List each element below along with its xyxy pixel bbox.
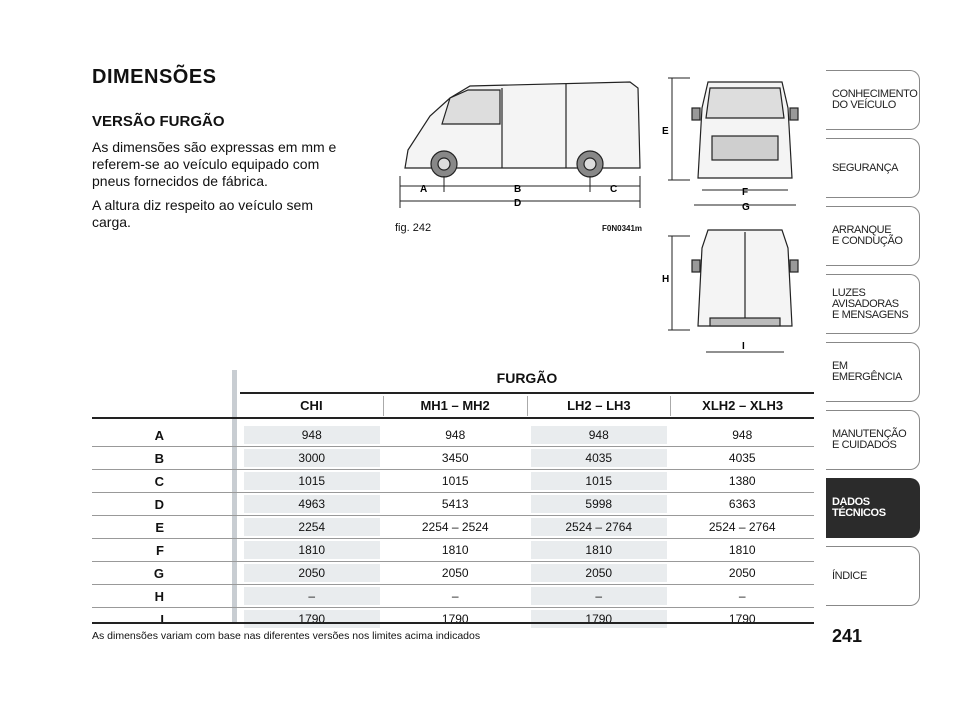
intro-paragraph: As dimensões são expressas em mm e referem-se ao veículo equipado com pneus fornecidos de fábrica. [92, 139, 337, 189]
table-cell: 5998 [531, 495, 667, 513]
dim-label-h: H [662, 274, 670, 285]
height-note-paragraph: A altura diz respeito ao veículo sem carga. [92, 197, 314, 230]
sidebar-tab[interactable]: ÍNDICE [826, 546, 920, 606]
table-cell: 2050 [675, 564, 811, 582]
row-label: E [155, 519, 164, 535]
table-cell: 5413 [388, 495, 524, 513]
table-cell: 2254 – 2524 [388, 518, 524, 536]
dim-label-f: F [742, 187, 749, 198]
table-cell: 1810 [244, 541, 380, 559]
table-cell: 1015 [531, 472, 667, 490]
chapter-sidebar [826, 70, 920, 614]
table-body [92, 424, 814, 630]
table-cell: 1810 [675, 541, 811, 559]
figure-code: F0N0341m [602, 224, 643, 233]
table-cell: 948 [675, 426, 811, 444]
table-cell: 948 [244, 426, 380, 444]
table-cell: 3000 [244, 449, 380, 467]
section-subtitle: VERSÃO FURGÃO [92, 113, 225, 130]
table-cell: 3450 [388, 449, 524, 467]
table-row [92, 470, 814, 493]
table-cell: 2050 [388, 564, 524, 582]
table-cell: 1790 [531, 610, 667, 628]
van-rear-view [692, 230, 798, 326]
col-header-xlh: XLH2 – XLH3 [670, 396, 814, 416]
dim-label-e: E [662, 126, 669, 137]
table-header-rule [92, 417, 814, 419]
page-title: DIMENSÕES [92, 66, 217, 88]
row-label: D [154, 496, 164, 512]
table-cell: 1790 [244, 610, 380, 628]
table-row [92, 447, 814, 470]
table-cell: 1810 [388, 541, 524, 559]
table-cell: 2050 [531, 564, 667, 582]
row-label: A [154, 427, 164, 443]
dim-label-c: C [610, 184, 618, 195]
table-cell: – [531, 587, 667, 605]
table-cell: 4035 [675, 449, 811, 467]
dim-label-a: A [420, 184, 428, 195]
sidebar-tab[interactable]: ARRANQUE E CONDUÇÃO [826, 206, 920, 266]
table-cell: – [388, 587, 524, 605]
table-row [92, 539, 814, 562]
table-cell: – [244, 587, 380, 605]
table-cell: 2254 [244, 518, 380, 536]
dim-label-d: D [514, 198, 522, 209]
col-header-lh: LH2 – LH3 [527, 396, 671, 416]
van-front-view [692, 82, 798, 178]
sidebar-tab[interactable]: LUZES AVISADORAS E MENSAGENS [826, 274, 920, 334]
table-cell: 4035 [531, 449, 667, 467]
table-cell: 2524 – 2764 [531, 518, 667, 536]
row-label: H [154, 588, 164, 604]
sidebar-tab[interactable]: SEGURANÇA [826, 138, 920, 198]
table-group-rule [240, 392, 814, 394]
footnote: As dimensões variam com base nas diferentes versões nos limites acima indicados [92, 630, 481, 642]
table-cell: – [675, 587, 811, 605]
van-side-view [405, 82, 640, 177]
col-header-chi: CHI [300, 398, 323, 413]
table-row [92, 493, 814, 516]
table-row [92, 608, 814, 630]
table-cell: 1015 [388, 472, 524, 490]
table-cell: 1015 [244, 472, 380, 490]
table-row [92, 585, 814, 608]
dim-label-i: I [742, 341, 745, 352]
table-cell: 948 [388, 426, 524, 444]
table-cell: 1810 [531, 541, 667, 559]
table-cell: 1380 [675, 472, 811, 490]
row-label: C [154, 473, 164, 489]
table-header-row [240, 396, 814, 416]
sidebar-tab[interactable]: EM EMERGÊNCIA [826, 342, 920, 402]
table-cell: 1790 [675, 610, 811, 628]
table-cell: 948 [531, 426, 667, 444]
dim-label-g: G [742, 202, 750, 213]
van-dimensions-figure [390, 68, 810, 358]
sidebar-tab[interactable]: CONHECIMENTO DO VEÍCULO [826, 70, 920, 130]
table-group-header: FURGÃO [496, 370, 558, 386]
table-cell: 4963 [244, 495, 380, 513]
table-bottom-rule [92, 622, 814, 624]
table-row [92, 424, 814, 447]
row-label: F [156, 542, 164, 558]
figure-label: fig. 242 [395, 222, 432, 234]
table-cell: 2524 – 2764 [675, 518, 811, 536]
table-row [92, 516, 814, 539]
sidebar-tab[interactable]: MANUTENÇÃO E CUIDADOS [826, 410, 920, 470]
col-header-mh: MH1 – MH2 [383, 396, 527, 416]
row-label: B [154, 450, 164, 466]
table-cell: 1790 [388, 610, 524, 628]
row-label: G [153, 565, 164, 581]
page-number: 241 [832, 626, 863, 646]
table-row [92, 562, 814, 585]
row-label: I [160, 611, 164, 627]
table-cell: 6363 [675, 495, 811, 513]
sidebar-tab[interactable]: DADOS TÉCNICOS [826, 478, 920, 538]
dim-label-b: B [514, 184, 522, 195]
table-cell: 2050 [244, 564, 380, 582]
